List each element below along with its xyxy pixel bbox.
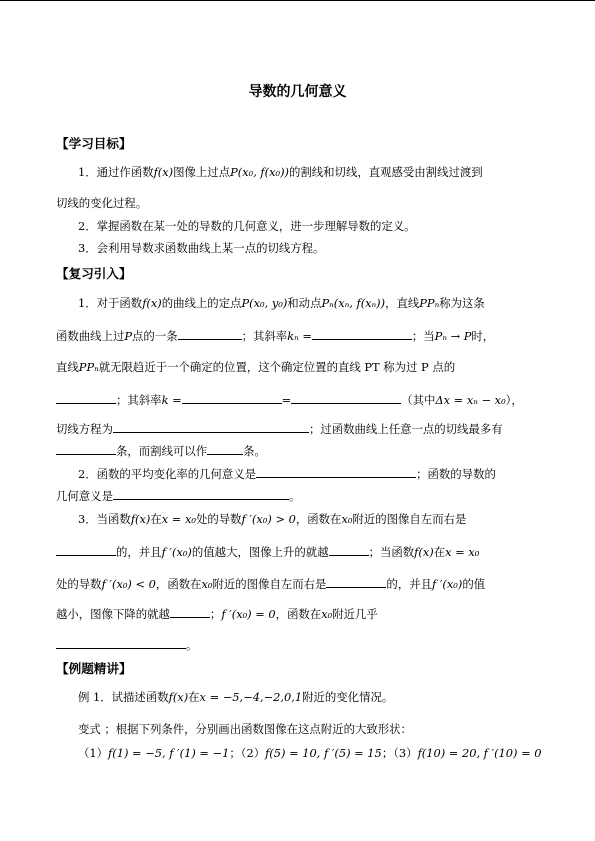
text: ；当函数	[368, 545, 415, 559]
text: 1．通过作函数	[78, 165, 154, 179]
text: ；其斜率	[116, 393, 162, 407]
text: 和动点	[287, 296, 322, 310]
math: x = −5,−4,−2,0,1	[199, 690, 303, 704]
text: =	[281, 393, 292, 407]
math: f(x)	[142, 296, 162, 310]
text: 称为这条	[439, 296, 485, 310]
text: 条。	[243, 444, 266, 458]
text: 的，并且	[386, 577, 432, 591]
blank	[256, 466, 416, 478]
section-heading-goals: 【学习目标】	[56, 136, 132, 151]
review-line-7	[78, 466, 496, 481]
blank	[113, 488, 289, 500]
text: 在	[188, 690, 200, 704]
text: ；当	[411, 329, 435, 343]
math: x₀	[321, 607, 333, 621]
math: f(x)	[414, 545, 434, 559]
blank	[182, 392, 282, 404]
text: 1．对于函数	[78, 296, 143, 310]
text: ；	[229, 746, 241, 760]
text: ，函数在	[275, 607, 322, 621]
text: 几何意义是	[56, 489, 113, 503]
text: 附近的图像自左而右是	[352, 512, 467, 526]
blank	[56, 392, 116, 404]
goal-2: 2．掌握函数在某一处的导数的几何意义，进一步理解导数的定义。	[78, 219, 416, 233]
text: 附近的图像自左而右是	[212, 577, 327, 591]
text: 的曲线上的定点	[161, 296, 242, 310]
text: 函数曲线上过	[56, 329, 125, 343]
blank	[291, 392, 401, 404]
text: 3．当函数	[78, 512, 131, 526]
math: x₀	[201, 577, 213, 591]
text: 越小，图像下降的就越	[56, 607, 170, 621]
math: x₀	[341, 512, 353, 526]
math: Δx = xₙ − x₀	[435, 393, 506, 407]
text: 2．函数的平均变化率的几何意义是	[78, 467, 257, 481]
section-heading-review: 【复习引入】	[56, 266, 132, 281]
math: PPₙ	[419, 296, 440, 310]
blank	[56, 637, 186, 649]
text: （3）	[393, 746, 418, 760]
review-line-2	[56, 328, 494, 343]
text: 处的导数	[195, 512, 242, 526]
math: x = x₀	[445, 545, 480, 559]
review-line-13	[56, 637, 197, 652]
blank	[326, 576, 386, 588]
text: 处的导数	[56, 577, 102, 591]
math: x = x₀	[161, 512, 196, 526]
math: kₙ =	[287, 329, 312, 343]
text: 。	[288, 489, 301, 503]
text: ；其斜率	[241, 329, 288, 343]
blank	[56, 443, 116, 455]
text: ，直线	[385, 296, 420, 310]
review-line-6	[56, 443, 266, 458]
review-line-12	[56, 606, 378, 621]
math: f ′(x₀)	[432, 577, 463, 591]
text: （2）	[240, 746, 266, 760]
text: 的值越大，图像上升的就越	[191, 545, 329, 559]
blank	[178, 328, 242, 340]
math: P	[124, 329, 133, 343]
review-line-8	[56, 488, 300, 503]
review-line-1	[78, 296, 485, 310]
text: ，函数在	[155, 577, 202, 591]
text: 。	[186, 638, 198, 652]
math: f(1) = −5, f ′(1) = −1	[108, 746, 230, 760]
text: 附近几乎	[332, 607, 378, 621]
text: 例 1．试描述函数	[78, 690, 169, 704]
blank	[312, 328, 412, 340]
text: 图像上过点	[173, 165, 231, 179]
review-line-11	[56, 576, 485, 591]
math: k =	[161, 393, 182, 407]
math: f(x)	[130, 512, 151, 526]
blank	[329, 544, 369, 556]
math: Pₙ(xₙ, f(xₙ))	[321, 296, 386, 310]
review-line-5	[56, 421, 503, 436]
text: 条，而割线可以作	[116, 444, 208, 458]
text: ；	[209, 607, 222, 621]
text: 就无限趋近于一个确定的位置，这个确定位置的直线 PT 称为过 P 点的	[98, 360, 456, 374]
text: ；函数的导数的	[416, 467, 496, 481]
example-1	[78, 690, 393, 704]
text: 的割线和切线，直观感受由割线过渡到	[288, 165, 483, 179]
text: 的值	[462, 577, 486, 591]
goal-3: 3．会利用导数求函数曲线上某一点的切线方程。	[78, 241, 325, 255]
math: Pₙ → P	[434, 329, 472, 343]
blank	[56, 544, 116, 556]
text: 切线方程为	[56, 422, 113, 436]
math: f(5) = 10, f ′(5) = 15	[265, 746, 382, 760]
review-line-3	[56, 360, 455, 374]
math: PPₙ	[78, 360, 99, 374]
section-heading-examples: 【例题精讲】	[56, 661, 132, 676]
variant-instruction: 变式 ；根据下列条件，分别画出函数图像在这点附近的大致形状：	[78, 722, 412, 736]
variant-conditions	[78, 746, 542, 760]
text: 时，	[471, 329, 495, 343]
text: ），	[505, 393, 523, 407]
math: P(x₀, f(x₀))	[230, 165, 289, 179]
text: （1）	[78, 746, 109, 760]
goal-1-cont: 切线的变化过程。	[56, 196, 148, 210]
text: ，函数在	[295, 512, 342, 526]
math: f ′(x₀)	[161, 545, 192, 559]
review-line-9	[78, 512, 466, 526]
text: ；	[381, 746, 394, 760]
math: f ′(x₀) > 0	[241, 512, 296, 526]
text: 点的一条	[132, 329, 178, 343]
text: ；过函数曲线上任意一点的切线最多有	[308, 422, 503, 436]
math: f ′(x₀) < 0	[101, 577, 156, 591]
text: 的，并且	[116, 545, 162, 559]
blank	[207, 443, 243, 455]
review-line-4	[56, 392, 523, 407]
text: 附近的变化情况。	[302, 690, 394, 704]
math: f(x)	[153, 165, 174, 179]
blank	[170, 606, 210, 618]
math: f(10) = 20, f ′(10) = 0	[417, 746, 542, 760]
math: P(x₀, y₀)	[241, 296, 288, 310]
blank	[113, 421, 309, 433]
text: 直线	[56, 360, 79, 374]
page-title: 导数的几何意义	[248, 84, 347, 100]
text: （其中	[401, 393, 436, 407]
text: 在	[150, 512, 162, 526]
math: f ′(x₀) = 0	[221, 607, 276, 621]
goal-1	[78, 165, 483, 179]
text: 在	[433, 545, 446, 559]
top-border	[0, 0, 595, 1]
review-line-10	[56, 544, 479, 559]
math: f(x)	[168, 690, 189, 704]
